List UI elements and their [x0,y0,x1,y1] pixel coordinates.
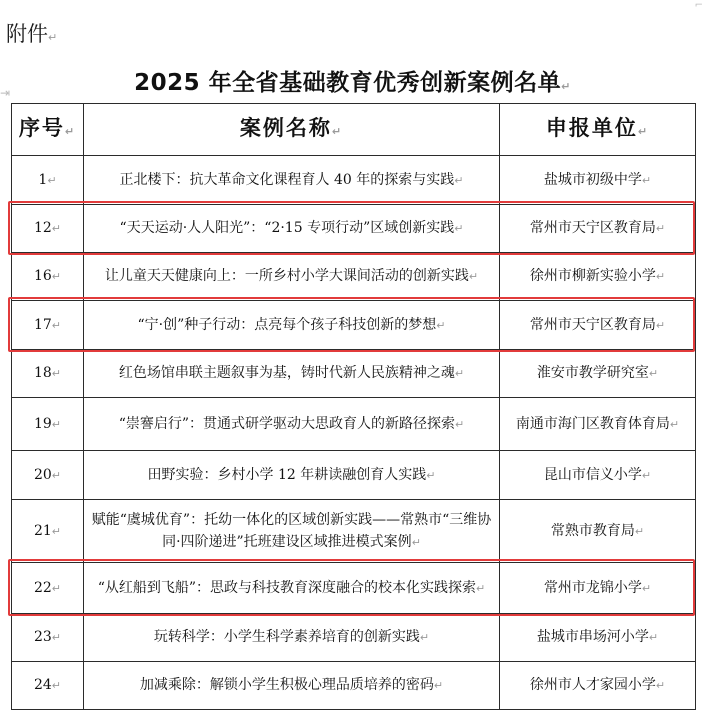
row-unit: 昆山市信义小学↵ [500,451,696,500]
row-case-name: 加减乘除：解锁小学生积极心理品质培养的密码↵ [84,662,500,710]
row-no: 21↵ [12,500,84,563]
table-row [12,398,696,451]
row-unit: 徐州市人才家园小学↵ [500,662,696,710]
row-case-name: 红色场馆串联主题叙事为基，铸时代新人民族精神之魂↵ [84,350,500,398]
row-unit: 徐州市柳新实验小学↵ [500,253,696,301]
row-case-name: 田野实验：乡村小学 12 年耕读融创育人实践↵ [84,451,500,500]
row-unit: 盐城市初级中学↵ [500,156,696,205]
header-unit: 申报单位↵ [500,104,696,156]
row-case-name: “天天运动·人人阳光”：“2·15 专项行动”区域创新实践↵ [84,205,500,253]
row-case-name: 玩转科学：小学生科学素养培育的创新实践↵ [84,614,500,662]
row-no: 20↵ [12,451,84,500]
row-no: 18↵ [12,350,84,398]
table-row [12,451,696,500]
row-no: 23↵ [12,614,84,662]
header-name: 案例名称↵ [84,104,500,156]
row-case-name: 正北楼下：抗大革命文化课程育人 40 年的探索与实践↵ [84,156,500,205]
row-case-name: 让儿童天天健康向上：一所乡村小学大课间活动的创新实践↵ [84,253,500,301]
row-unit: 常州市天宁区教育局↵ [500,205,696,253]
row-unit: 淮安市教学研究室↵ [500,350,696,398]
row-no: 19↵ [12,398,84,451]
table-row [12,614,696,662]
row-unit: 盐城市串场河小学↵ [500,614,696,662]
row-no: 17↵ [12,301,84,350]
row-unit: 常州市龙锦小学↵ [500,563,696,614]
table-row [12,500,696,563]
attachment-label: 附件↵ [6,22,58,46]
header-no: 序号↵ [12,104,84,156]
case-list-table [11,103,696,710]
row-unit: 常熟市教育局↵ [500,500,696,563]
row-unit: 南通市海门区教育体育局↵ [500,398,696,451]
side-anchor-mark: ⇥ [0,86,11,100]
row-case-name: 赋能“虞城优育”：托幼一体化的区域创新实践——常熟市“三维协同·四阶递进”托班建设区域推进模式案例↵ [84,500,500,563]
row-no: 12↵ [12,205,84,253]
row-no: 24↵ [12,662,84,710]
table-row [12,563,696,614]
row-case-name: “从红船到飞船”：思政与科技教育深度融合的校本化实践探索↵ [84,563,500,614]
row-unit: 常州市天宁区教育局↵ [500,301,696,350]
table-row [12,253,696,301]
table-row [12,301,696,350]
table-row [12,350,696,398]
row-no: 22↵ [12,563,84,614]
table-row [12,662,696,710]
row-case-name: “宁·创”种子行动：点亮每个孩子科技创新的梦想↵ [84,301,500,350]
row-case-name: “崇謇启行”：贯通式研学驱动大思政育人的新路径探索↵ [84,398,500,451]
row-no: 16↵ [12,253,84,301]
document-title: 2025 年全省基础教育优秀创新案例名单↵ [134,70,571,96]
page-corner-mark: ⌐ [694,0,703,11]
table-row [12,205,696,253]
table-header-row [12,104,696,156]
table-row [12,156,696,205]
row-no: 1↵ [12,156,84,205]
